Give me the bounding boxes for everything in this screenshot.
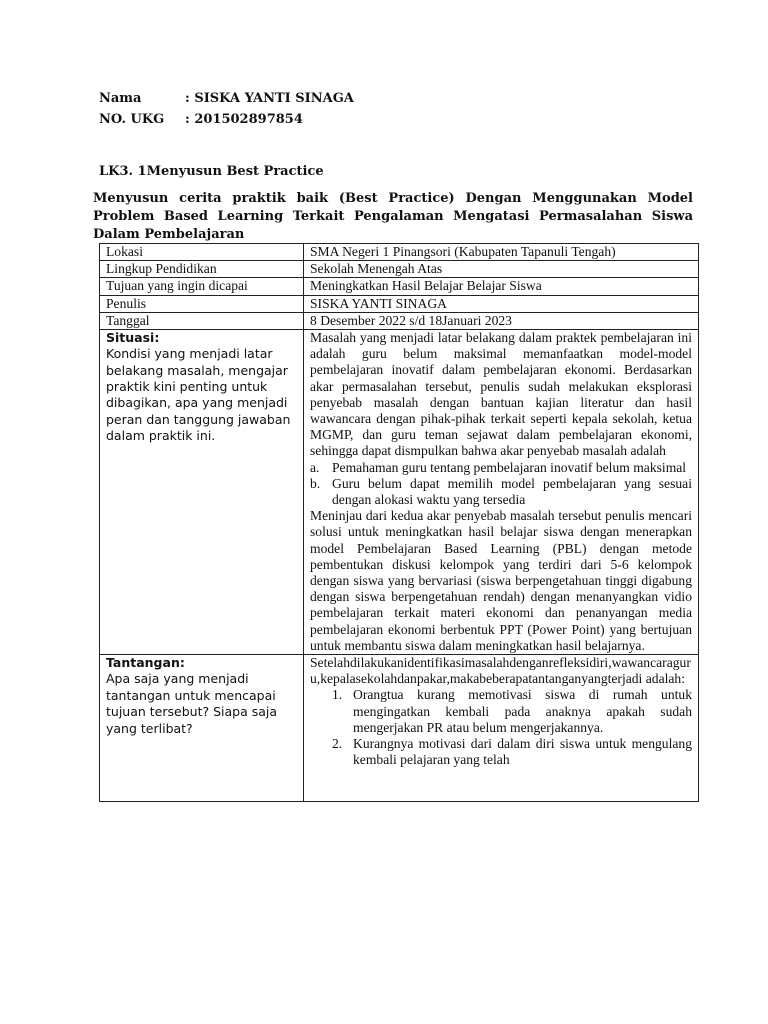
name-row <box>99 88 354 109</box>
table-row <box>100 278 699 295</box>
row-label-lokasi: Lokasi <box>100 244 304 261</box>
situasi-closing: Meninjau dari kedua akar penyebab masalah tersebut penulis mencari solusi untuk meningkatkan hasil belajar siswa dengan menerapkan model Pembelajaran Based Learning (PBL) dengan metode pembentukan diskusi kelompok yang terdiri dari 5-6 kelompok dengan siswa yang bervariasi (siswa berpengetahuan tinggi digabung dengan siswa berpengetahuan rendah) dengan menanyangkan vidio pembelajaran terkait materi ekonomi dan penanyangan media pembelajaran ekonomi berbentuk PPT (Power Point) yang bertujuan untuk membantu siswa dalam meningkatkan hasil belajarnya. <box>310 508 692 653</box>
identity-block <box>99 88 354 130</box>
list-text: Orangtua kurang memotivasi siswa di rumah untuk mengingatkan kembali pada anaknya apakah sudah mengerjakan PR atau belum mengerjakannya. <box>353 687 692 735</box>
heading-line-3: Dalam Pembelajaran <box>93 227 245 242</box>
document-title: LK3. 1Menyusun Best Practice <box>99 164 324 179</box>
situasi-content-cell <box>304 330 699 655</box>
list-marker: 1. <box>332 687 343 703</box>
ukg-label: NO. UKG <box>99 112 165 127</box>
row-value-lokasi: SMA Negeri 1 Pinangsori (Kabupaten Tapanuli Tengah) <box>304 244 699 261</box>
list-item <box>310 687 692 736</box>
list-marker: a. <box>310 459 320 475</box>
name-label: Nama <box>99 91 142 106</box>
situasi-title: Situasi: <box>106 330 160 346</box>
name-value: : SISKA YANTI SINAGA <box>185 91 354 106</box>
heading-line-1: Menyusun cerita praktik baik (Best Practice) Dengan Menggunakan Model <box>93 191 693 206</box>
tantangan-label-cell <box>100 655 304 802</box>
best-practice-table <box>99 243 699 802</box>
tantangan-list <box>310 687 692 768</box>
tantangan-intro: Setelahdilakukanidentifikasimasalahdenganrefleksidiri,wawancaraguru,kepalasekolahdanpakar,makabeberapatantanganyangterjadi adalah: <box>310 655 691 687</box>
situasi-intro: Masalah yang menjadi latar belakang dalam praktek pembelajaran ini adalah guru belum maksimal memanfaatkan model-model pembelajaran inovatif dalam pembelajaran ekonomi. Berdasarkan akar permasalahan tersebut, penulis sudah melakukan eksplorasi penyebab masalah dengan bantuan kajian literatur dan hasil wawancara dengan pihak-pihak terkait seperti kepala sekolah, ketua MGMP, dan guru teman sejawat dalam pembelajaran ekonomi, sehingga dapat dismpulkan bahwa akar penyebab masalah adalah <box>310 330 692 459</box>
list-item <box>310 736 692 768</box>
situasi-cause-list <box>310 460 692 509</box>
tantangan-content-cell <box>304 655 699 802</box>
list-marker: b. <box>310 475 321 491</box>
situasi-row <box>100 330 699 655</box>
table-row <box>100 244 699 261</box>
list-marker: 2. <box>332 736 343 752</box>
row-label-lingkup: Lingkup Pendidikan <box>100 261 304 278</box>
situasi-label-cell <box>100 330 304 655</box>
heading-line-2: Problem Based Learning Terkait Pengalaman Mengatasi Permasalahan Siswa <box>93 209 693 224</box>
tantangan-row <box>100 655 699 802</box>
row-label-tanggal: Tanggal <box>100 312 304 329</box>
table-row <box>100 295 699 312</box>
tantangan-title: Tantangan: <box>106 655 185 671</box>
situasi-prompt: Kondisi yang menjadi latar belakang masalah, mengajar praktik kini penting untuk dibagikan, apa yang menjadi peran dan tanggung jawaban dalam praktik ini. <box>106 346 291 444</box>
ukg-row <box>99 109 354 130</box>
list-text: Kurangnya motivasi dari dalam diri siswa untuk mengulang kembali pelajaran yang telah <box>353 736 692 768</box>
row-value-tujuan: Meningkatkan Hasil Belajar Belajar Siswa <box>304 278 699 295</box>
list-item <box>310 476 692 508</box>
list-text: Guru belum dapat memilih model pembelajaran yang sesuai dengan alokasi waktu yang tersedia <box>332 475 692 508</box>
row-label-penulis: Penulis <box>100 295 304 312</box>
row-value-penulis: SISKA YANTI SINAGA <box>304 295 699 312</box>
table-row <box>100 312 699 329</box>
row-value-tanggal: 8 Desember 2022 s/d 18Januari 2023 <box>304 312 699 329</box>
list-text: Pemahaman guru tentang pembelajaran inovatif belum maksimal <box>332 459 687 475</box>
list-item <box>310 460 692 476</box>
tantangan-prompt: Apa saja yang menjadi tantangan untuk mencapai tujuan tersebut? Siapa saja yang terlibat? <box>106 671 278 736</box>
ukg-value: : 201502897854 <box>185 112 303 127</box>
table-row <box>100 261 699 278</box>
row-value-lingkup: Sekolah Menengah Atas <box>304 261 699 278</box>
section-heading <box>93 190 693 244</box>
row-label-tujuan: Tujuan yang ingin dicapai <box>100 278 304 295</box>
